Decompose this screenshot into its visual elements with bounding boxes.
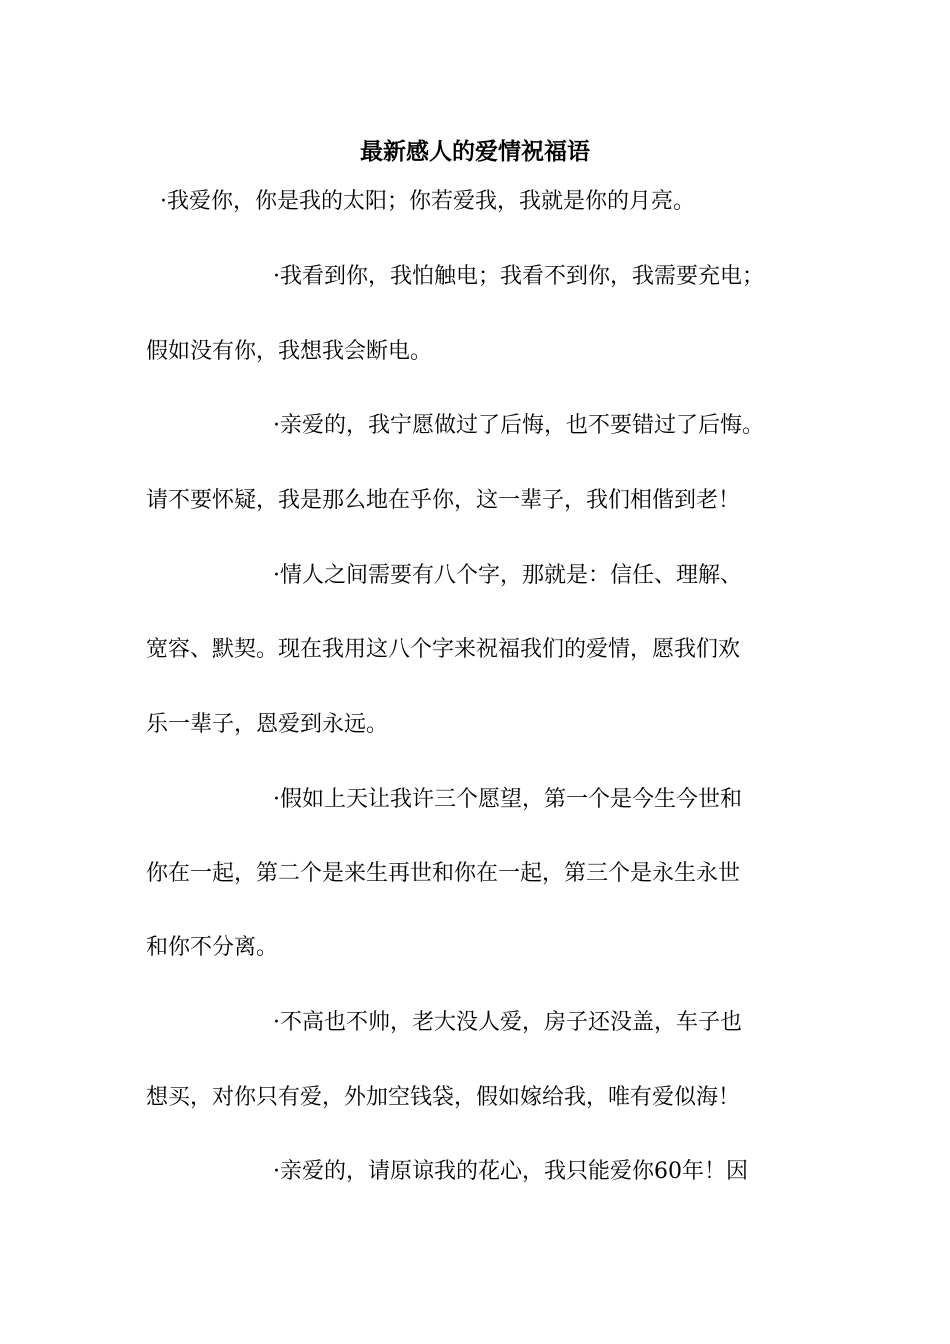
text-line-2: ·我看到你，我怕触电；我看不到你，我需要充电； bbox=[273, 264, 764, 289]
text-line-9: ·假如上天让我许三个愿望，第一个是今生今世和 bbox=[273, 787, 742, 812]
text-line-3: 假如没有你，我想我会断电。 bbox=[146, 339, 433, 364]
text-line-6: ·情人之间需要有八个字，那就是：信任、理解、 bbox=[273, 563, 742, 588]
text-line-11: 和你不分离。 bbox=[146, 935, 279, 960]
text-line-10: 你在一起，第二个是来生再世和你在一起，第三个是永生永世 bbox=[146, 861, 741, 886]
text-line-12: ·不高也不帅，老大没人爱，房子还没盖，车子也 bbox=[273, 1010, 742, 1035]
text-line-13: 想买，对你只有爱，外加空钱袋，假如嫁给我，唯有爱似海！ bbox=[146, 1085, 741, 1110]
text-line-7: 宽容、默契。现在我用这八个字来祝福我们的爱情，愿我们欢 bbox=[146, 637, 741, 662]
document-title: 最新感人的爱情祝福语 bbox=[360, 139, 590, 165]
text-line-8: 乐一辈子，恩爱到永远。 bbox=[146, 712, 389, 737]
text-line-1: ·我爱你，你是我的太阳；你若爱我，我就是你的月亮。 bbox=[160, 189, 695, 214]
text-line-4: ·亲爱的，我宁愿做过了后悔，也不要错过了后悔。 bbox=[273, 413, 764, 438]
text-line-14: ·亲爱的，请原谅我的花心，我只能爱你60年！因 bbox=[273, 1159, 748, 1184]
text-line-5: 请不要怀疑，我是那么地在乎你，这一辈子，我们相偕到老！ bbox=[146, 488, 741, 513]
